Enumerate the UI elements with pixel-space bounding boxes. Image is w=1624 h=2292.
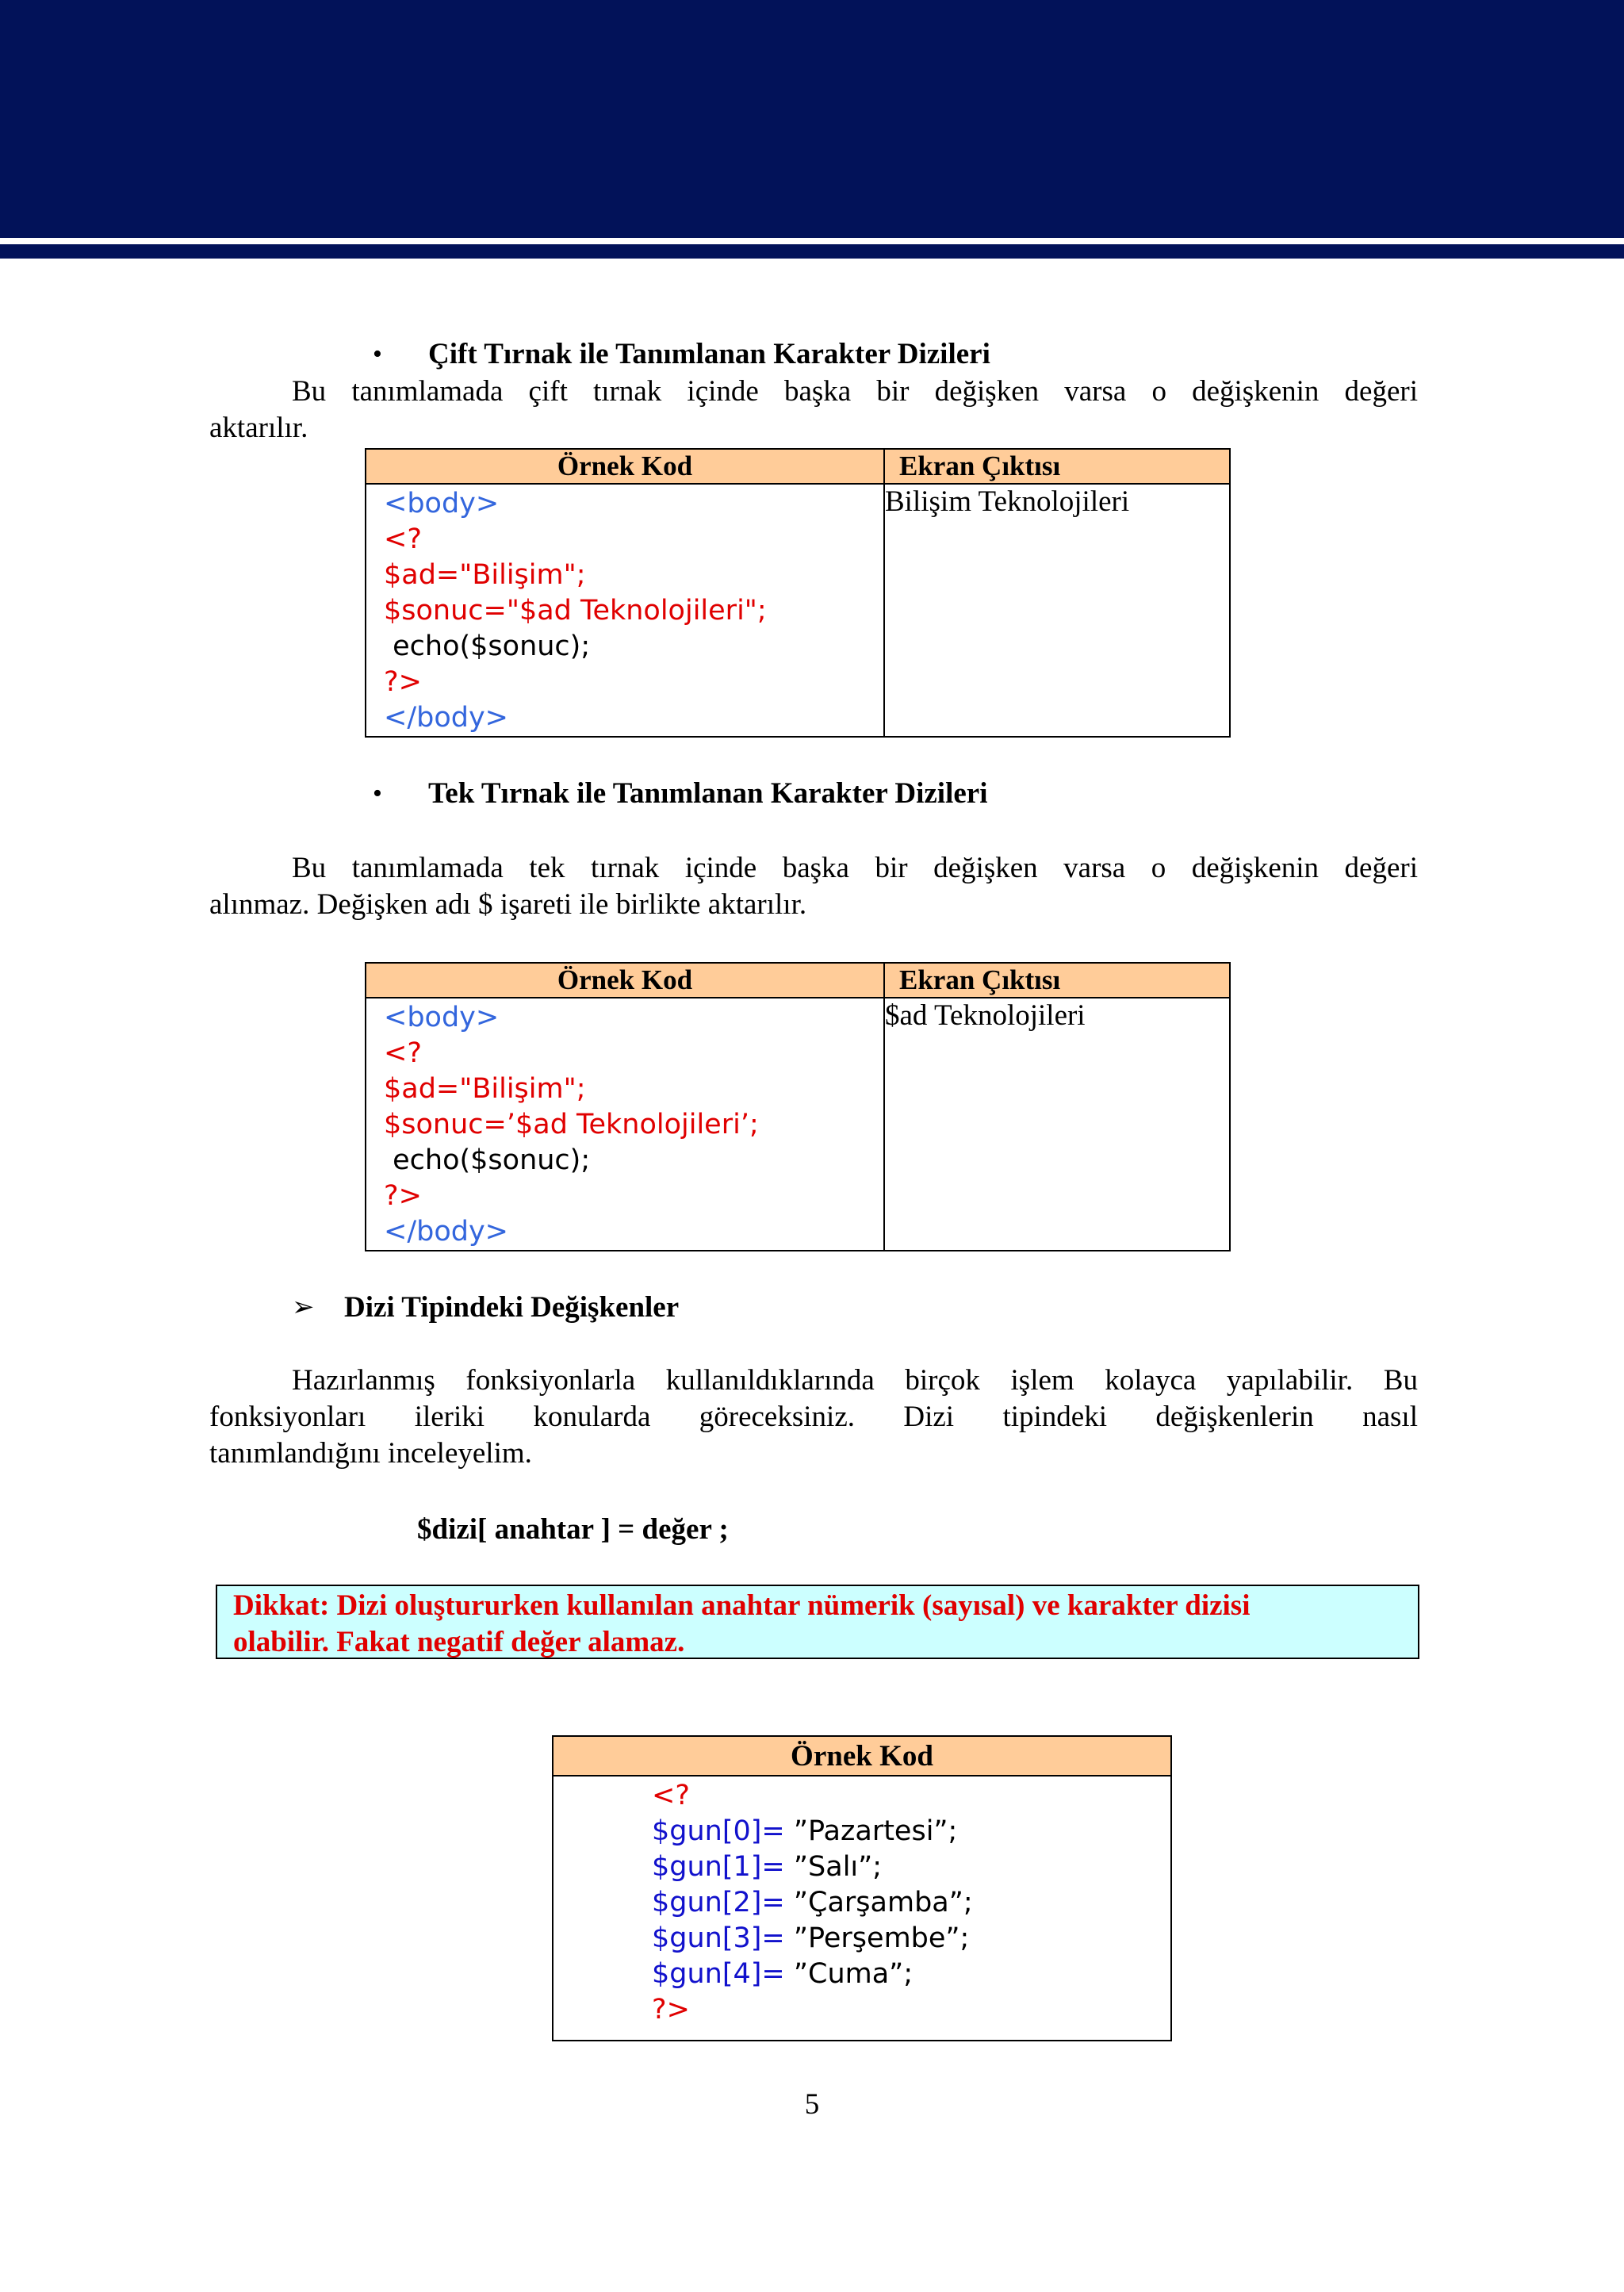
code-line: [652, 1957, 1170, 1992]
code-line: ?>: [652, 1994, 690, 2026]
code-line: $sonuc=’$ad Teknolojileri’;: [384, 1109, 759, 1140]
page-number: 5: [804, 2088, 820, 2121]
warning-line: olabilir. Fakat negatif değer alamaz.: [233, 1626, 685, 1658]
code-cell: [553, 1776, 1171, 2041]
code-line: $ad="Bilişim";: [384, 1073, 586, 1105]
column-header-output: Ekran Çıktısı: [884, 963, 1230, 998]
paragraph-line: tanımlandığını inceleyelim.: [209, 1437, 532, 1470]
example-table-single-quote: [365, 962, 1231, 1251]
example-table-array: [552, 1735, 1172, 2041]
code-line: echo($sonuc);: [384, 630, 591, 662]
example-table-double-quote: [365, 448, 1231, 738]
column-header-code: Örnek Kod: [553, 1736, 1171, 1776]
code-line: [652, 1921, 1170, 1957]
array-var: $gun[2]=: [652, 1887, 785, 1918]
header-band: [0, 0, 1624, 238]
code-line: [652, 1814, 1170, 1849]
code-line: $ad="Bilişim";: [384, 559, 586, 591]
array-var: $gun[3]=: [652, 1922, 785, 1954]
column-header-output: Ekran Çıktısı: [884, 449, 1230, 484]
array-var: $gun[0]=: [652, 1815, 785, 1847]
code-line: $sonuc="$ad Teknolojileri";: [384, 595, 767, 627]
code-line: <?: [384, 1037, 422, 1069]
code-line: <?: [652, 1780, 690, 1811]
array-syntax: $dizi[ anahtar ] = değer ;: [417, 1513, 729, 1546]
header-divider: [0, 238, 1624, 244]
section-heading-single-quote: Tek Tırnak ile Tanımlanan Karakter Dizileri: [428, 777, 988, 810]
paragraph-line: aktarılır.: [209, 412, 308, 444]
column-header-code: Örnek Kod: [366, 963, 884, 998]
paragraph-line: alınmaz. Değişken adı $ işareti ile birlikte aktarılır.: [209, 888, 807, 921]
array-value: ”Cuma”;: [784, 1958, 914, 1990]
code-line: echo($sonuc);: [384, 1144, 591, 1176]
code-line: <body>: [384, 488, 500, 519]
code-line: ?>: [384, 666, 422, 698]
paragraph-line: fonksiyonları ileriki konularda göreceksiniz. Dizi tipindeki değişkenlerin nasıl: [209, 1401, 1418, 1433]
warning-line: Dikkat: Dizi oluştururken kullanılan anahtar nümerik (sayısal) ve karakter dizisi: [233, 1589, 1251, 1622]
code-line: ?>: [384, 1180, 422, 1212]
code-line: [652, 1885, 1170, 1921]
paragraph-line: Bu tanımlamada çift tırnak içinde başka bir değişken varsa o değişkenin değeri: [292, 375, 1418, 408]
header-stripe: [0, 244, 1624, 259]
bullet-icon: •: [373, 779, 382, 808]
paragraph-line: Hazırlanmış fonksiyonlarla kullanıldıklarında birçok işlem kolayca yapılabilir. Bu: [292, 1364, 1418, 1397]
paragraph-line: Bu tanımlamada tek tırnak içinde başka bir değişken varsa o değişkenin değeri: [292, 852, 1418, 884]
section-heading-double-quote: Çift Tırnak ile Tanımlanan Karakter Dizileri: [428, 338, 990, 370]
code-line: <?: [384, 523, 422, 555]
code-cell: [366, 998, 884, 1251]
section-heading-array: Dizi Tipindeki Değişkenler: [344, 1291, 680, 1324]
arrow-bullet-icon: ➢: [292, 1293, 315, 1322]
warning-box: [216, 1585, 1419, 1659]
array-value: ”Pazartesi”;: [784, 1815, 958, 1847]
array-var: $gun[1]=: [652, 1851, 785, 1883]
output-cell: Bilişim Teknolojileri: [884, 484, 1230, 737]
code-line: </body>: [384, 702, 509, 734]
code-line: </body>: [384, 1216, 509, 1248]
code-cell: [366, 484, 884, 737]
array-var: $gun[4]=: [652, 1958, 785, 1990]
column-header-code: Örnek Kod: [366, 449, 884, 484]
array-value: ”Çarşamba”;: [784, 1887, 973, 1918]
code-line: [652, 1849, 1170, 1885]
code-line: <body>: [384, 1002, 500, 1033]
array-value: ”Perşembe”;: [784, 1922, 970, 1954]
output-cell: $ad Teknolojileri: [884, 998, 1230, 1251]
array-value: ”Salı”;: [784, 1851, 883, 1883]
bullet-icon: •: [373, 339, 382, 369]
